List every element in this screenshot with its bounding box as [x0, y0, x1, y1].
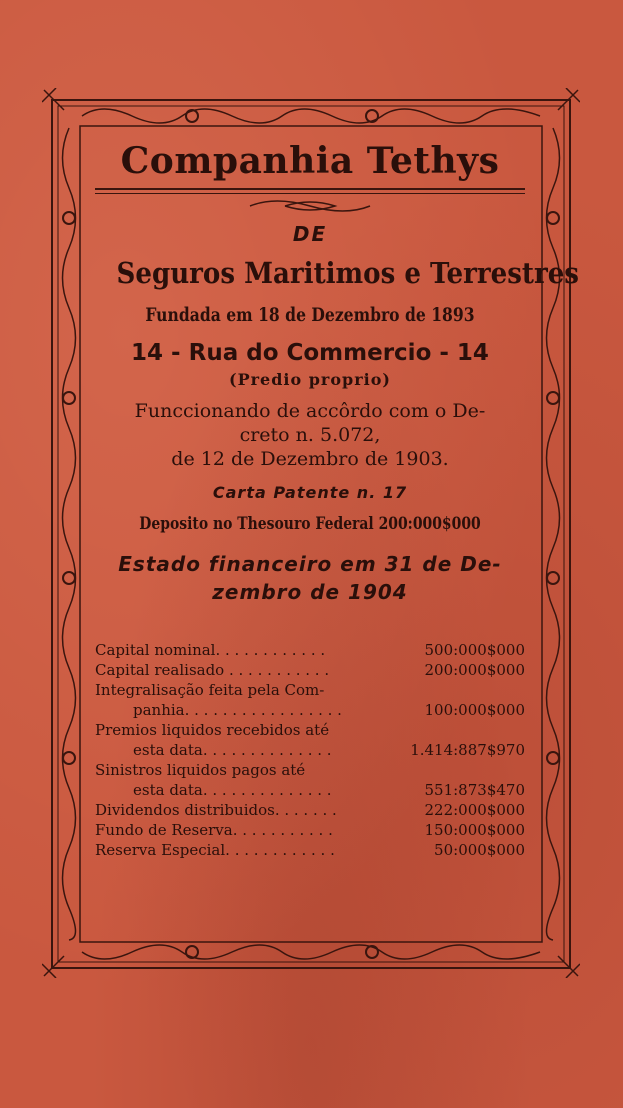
ledger-row [95, 720, 525, 740]
ledger-label: Reserva Especial. . . . . . . . . . . . [95, 841, 335, 859]
de-label: DE [292, 222, 328, 246]
ledger-value: 200:000$000 [424, 661, 525, 679]
ledger-value: 551:873$470 [424, 781, 525, 799]
decree-line-1: Funccionando de accôrdo com o De- [134, 400, 486, 422]
ledger-value: 500:000$000 [424, 641, 525, 659]
ledger-value [405, 720, 525, 740]
ledger-row [95, 780, 525, 800]
decree-line-3: de 12 de Dezembro de 1903. [171, 448, 449, 470]
estado-line-1: Estado financeiro em 31 de De- [118, 552, 502, 576]
ledger-label: Integralisação feita pela Com- [95, 681, 325, 699]
ledger-label: esta data. . . . . . . . . . . . . . [133, 741, 332, 759]
ledger-value [405, 680, 525, 700]
decree-text [95, 399, 525, 471]
deposito-line: Deposito no Thesouro Federal 200:000$000 [139, 514, 481, 534]
ledger-label: Premios liquidos recebidos até [95, 721, 330, 739]
ledger-row [95, 740, 525, 760]
ledger-label: Capital nominal. . . . . . . . . . . . [95, 641, 326, 659]
ledger-label: Fundo de Reserva. . . . . . . . . . . [95, 821, 333, 839]
decree-line-2: creto n. 5.072, [239, 424, 381, 446]
company-address: 14 - Rua do Commercio - 14 [131, 340, 489, 366]
title-rule-thin [95, 193, 525, 194]
estado-financeiro-heading [95, 550, 525, 606]
ledger-label: Dividendos distribuidos. . . . . . . [95, 801, 337, 819]
ledger-row [95, 640, 525, 660]
ledger-row [95, 760, 525, 780]
ledger-label: Capital realisado . . . . . . . . . . . [95, 661, 330, 679]
predio-note: (Predio proprio) [229, 370, 391, 389]
ledger-row [95, 840, 525, 860]
company-name: Companhia Tethys [120, 140, 500, 182]
financial-ledger [95, 640, 525, 860]
estado-line-2: zembro de 1904 [212, 580, 408, 604]
ledger-row [95, 680, 525, 700]
ledger-label: Sinistros liquidos pagos até [95, 761, 306, 779]
ledger-row [95, 700, 525, 720]
ledger-value: 150:000$000 [424, 821, 525, 839]
founded-date: Fundada em 18 de Dezembro de 1893 [145, 304, 475, 326]
ledger-row [95, 800, 525, 820]
ledger-value: 1.414:887$970 [410, 741, 525, 759]
flourish-icon [245, 196, 375, 216]
ledger-value: 100:000$000 [424, 701, 525, 719]
title-rule [95, 188, 525, 190]
ledger-label: panhia. . . . . . . . . . . . . . . . . [133, 701, 342, 719]
ledger-value: 222:000$000 [424, 801, 525, 819]
ledger-row [95, 820, 525, 840]
company-subtitle: Seguros Maritimos e Terrestres [116, 256, 580, 290]
ledger-row [95, 660, 525, 680]
document-body [95, 130, 580, 860]
ledger-label: esta data. . . . . . . . . . . . . . [133, 781, 332, 799]
carta-patente: Carta Patente n. 17 [212, 483, 408, 502]
ledger-value [405, 760, 525, 780]
ledger-value: 50:000$000 [434, 841, 525, 859]
